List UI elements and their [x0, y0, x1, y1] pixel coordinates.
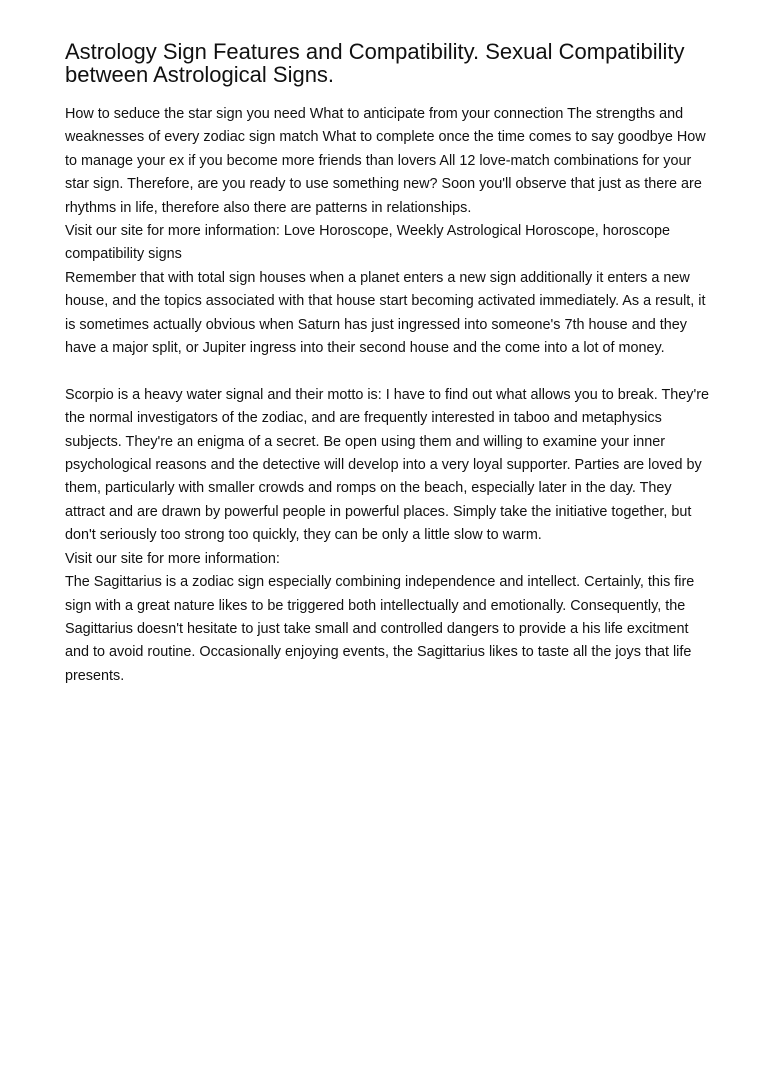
document-page — [65, 40, 715, 688]
paragraph-gap — [65, 360, 715, 383]
paragraph-scorpio: Scorpio is a heavy water signal and their motto is: I have to find out what allows you to break. They're the normal investigators of the zodiac, and are frequently interested in taboo and metaphysics subjects. They're an enigma of a secret. Be open using them and willing to examine your inner psychological reasons and the detective will develop into a very loyal supporter. Parties are loved by them, particularly with smaller crowds and romps on the beach, especially later in the day. They attract and are drawn by powerful people in powerful places. Simply take the initiative together, but don't seriously too strong too quickly, they can be only a little slow to warm. — [65, 386, 710, 544]
paragraph-visit-site-1: Visit our site for more information: Love Horoscope, Weekly Astrological Horoscope, horoscope compatibility signs — [65, 223, 670, 263]
paragraph-sagittarius: The Sagittarius is a zodiac sign especially combining independence and intellect. Certainly, this fire sign with a great nature likes to be triggered both intellectually and emotionally. Consequently, the Sagittarius doesn't hesitate to just take small and controlled dangers to provide a his life excitment and to avoid routine. Occasionally enjoying events, the Sagittarius likes to taste all the joys that life presents. — [65, 574, 695, 684]
page-title: Astrology Sign Features and Compatibility. Sexual Compatibility between Astrological Signs. — [65, 39, 685, 87]
paragraph-visit-site-2: Visit our site for more information: — [65, 550, 280, 567]
paragraph-houses: Remember that with total sign houses when a planet enters a new sign additionally it enters a new house, and the topics associated with that house start becoming activated immediately. As a result, it is sometimes actually obvious when Saturn has just ingressed into someone's 7th house and they have a major split, or Jupiter ingress into their second house and the come into a lot of money. — [65, 269, 706, 357]
paragraph-intro: How to seduce the star sign you need What to anticipate from your connection The strengths and weaknesses of every zodiac sign match What to complete once the time comes to say goodbye How to manage your ex if you become more friends than lovers All 12 love-match combinations for your star sign. Therefore, are you ready to use something new? Soon you'll observe that just as there are rhythms in life, therefore also there are patterns in relationships. — [65, 106, 706, 216]
